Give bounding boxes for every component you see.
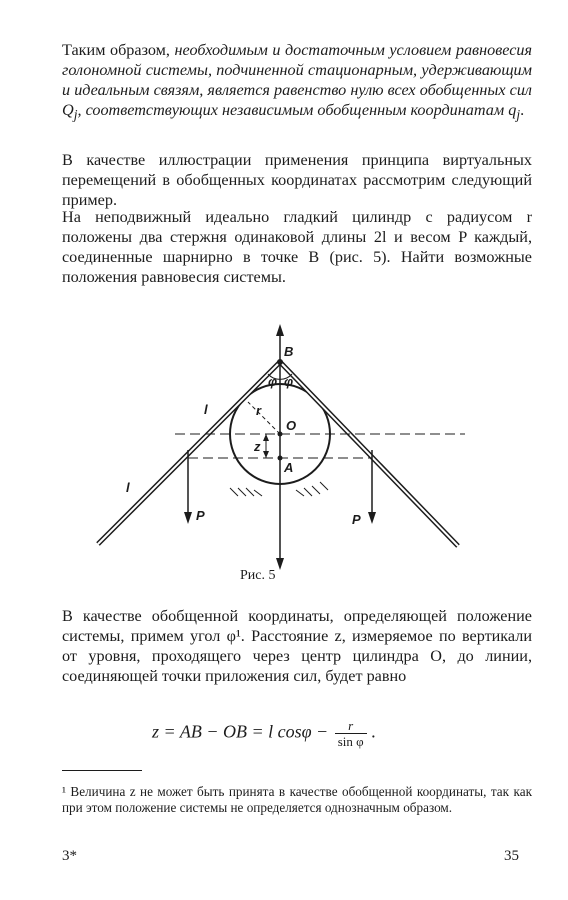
footnote: ¹ Величина z не может быть принята в качестве обобщенной координаты, так как при этом положение системы не определяется однозначным образом. xyxy=(62,784,532,815)
label-z: z xyxy=(254,439,261,454)
signature-mark: 3* xyxy=(62,848,77,864)
label-P-right: P xyxy=(352,512,361,527)
label-A: A xyxy=(284,460,294,475)
paragraph-coordinate xyxy=(62,606,532,686)
para4-text: В качестве обобщенной координаты, определяющей положение системы, примем угол φ¹. Расстояние z, измеряемое по вертикали от уровня, проходящего через центр цилиндра O, до линии, соединяющей точки приложения сил, будет равно xyxy=(62,607,532,685)
formula-z xyxy=(152,718,376,749)
para1-period: . xyxy=(520,101,525,119)
label-l-lower: l xyxy=(126,480,130,495)
fraction-numerator: r xyxy=(335,718,367,734)
footnote-rule xyxy=(62,770,142,771)
formula-lhs: z = AB − OB = l cosφ − xyxy=(152,721,329,742)
paragraph-conclusion xyxy=(62,40,532,125)
label-B: B xyxy=(284,344,294,359)
para2-text: В качестве иллюстрации применения принципа виртуальных перемещений в обобщенных координатах рассмотрим следующий пример. xyxy=(62,151,532,209)
label-r: r xyxy=(256,403,262,418)
figure-caption: Рис. 5 xyxy=(240,568,276,583)
radius-line xyxy=(248,402,280,434)
page-number: 35 xyxy=(504,848,519,864)
para1-lead: Таким образом, xyxy=(62,41,175,59)
para1-italic-end: , соответствующих независимым обобщенным координатам q xyxy=(77,101,517,119)
para1-sub-j: j xyxy=(73,107,78,123)
paragraph-illustration xyxy=(62,150,532,210)
formula-period: . xyxy=(371,721,376,742)
figure-5-diagram xyxy=(90,320,470,580)
label-phi-right: φ xyxy=(284,374,294,389)
para1-sub-j2: j xyxy=(516,107,521,123)
label-O: O xyxy=(286,418,297,433)
para3-text: На неподвижный идеально гладкий цилиндр с радиусом r положены два стержня одинаковой длины 2l и весом P каждый, соединенные шарнирно в точке B (рис. 5). Найти возможные положения равновесия системы. xyxy=(62,208,532,286)
para1-italic: необходимым и достаточным условием равновесия голономной системы, подчиненной стационарным, удерживающим и идеальным связям, является равенство нулю всех обобщенных сил Q xyxy=(62,41,532,119)
label-P-left: P xyxy=(196,508,205,523)
paragraph-problem xyxy=(62,207,532,287)
label-phi-left: φ xyxy=(268,374,278,389)
label-l-upper: l xyxy=(204,402,208,417)
formula-fraction xyxy=(335,718,367,749)
fraction-denominator: sin φ xyxy=(337,734,364,749)
